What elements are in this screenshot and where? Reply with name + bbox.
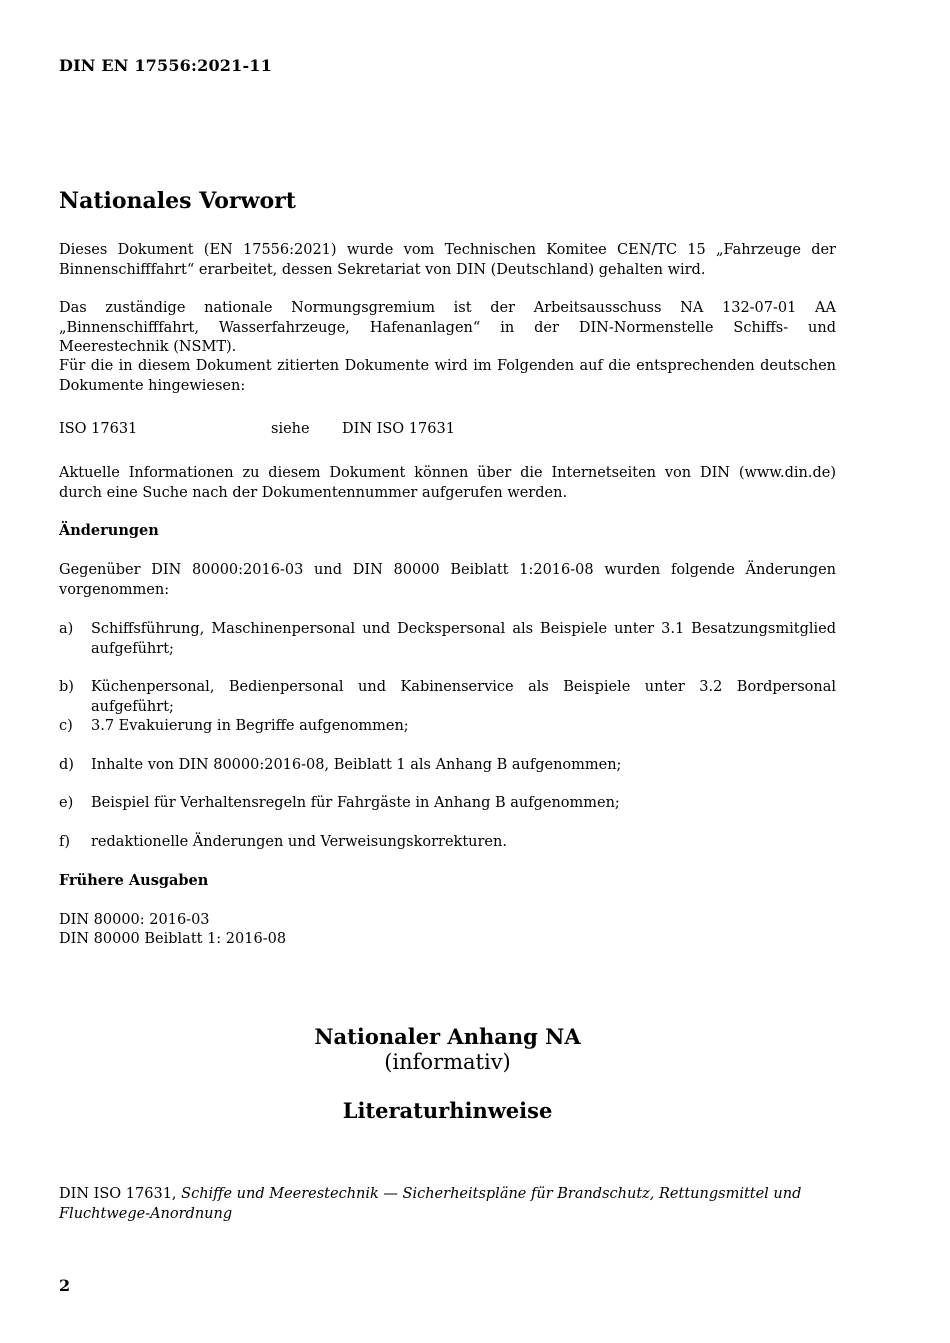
annex-title: Nationaler Anhang NA xyxy=(314,1024,581,1049)
list-item-text: redaktionelle Änderungen und Verweisungskorrekturen. xyxy=(91,834,507,850)
list-item xyxy=(59,717,836,737)
bibliography-ref-id: DIN ISO 17631, xyxy=(59,1186,182,1202)
list-item-text: Inhalte von DIN 80000:2016-08, Beiblatt 1 als Anhang B aufgenommen; xyxy=(91,757,622,773)
foreword-paragraph-3: Für die in diesem Dokument zitierten Dokumente wird im Folgenden auf die entsprechenden deutschen Dokumente hingewiesen: xyxy=(59,358,836,394)
reference-siehe: siehe xyxy=(271,421,310,437)
list-item xyxy=(59,620,836,659)
list-item-text: Beispiel für Verhaltensregeln für Fahrgäste in Anhang B aufgenommen; xyxy=(91,795,620,811)
list-marker: c) xyxy=(59,718,73,734)
list-item xyxy=(59,794,836,814)
previous-edition-line: DIN 80000 Beiblatt 1: 2016-08 xyxy=(59,931,287,947)
list-item xyxy=(59,678,836,717)
foreword-paragraph-1: Dieses Dokument (EN 17556:2021) wurde vom Technischen Komitee CEN/TC 15 „Fahrzeuge der Binnenschifffahrt“ erarbeitet, dessen Sekretariat von DIN (Deutschland) gehalten wird. xyxy=(59,242,836,278)
list-marker: d) xyxy=(59,757,74,773)
foreword-paragraph-2: Das zuständige nationale Normungsgremium ist der Arbeitsausschuss NA 132-07-01 AA „Binnenschifffahrt, Wasserfahrzeuge, Hafenanlagen“ in der DIN-Normenstelle Schiffs- und Meerestechnik (NSMT). xyxy=(59,300,836,355)
list-marker: f) xyxy=(59,834,71,850)
annex-subtitle: (informativ) xyxy=(384,1050,511,1074)
list-marker: a) xyxy=(59,621,74,637)
bibliography-title: Literaturhinweise xyxy=(342,1098,553,1123)
changes-heading: Änderungen xyxy=(59,522,159,539)
previous-edition-line: DIN 80000: 2016-03 xyxy=(59,912,210,928)
page-number: 2 xyxy=(59,1276,71,1295)
list-item-text: Schiffsführung, Maschinenpersonal und Deckspersonal als Beispiele unter 3.1 Besatzungsmitglied aufgeführt; xyxy=(91,621,836,657)
list-marker: b) xyxy=(59,679,74,695)
list-item-text: 3.7 Evakuierung in Begriffe aufgenommen; xyxy=(91,718,409,734)
foreword-title: Nationales Vorwort xyxy=(59,188,296,214)
previous-editions-heading: Frühere Ausgaben xyxy=(59,872,209,889)
bibliography-ref-title: Schiffe und Meerestechnik — Sicherheitspläne für Brandschutz, Rettungsmittel und Fluchtwege-Anordnung xyxy=(59,1186,802,1222)
changes-intro: Gegenüber DIN 80000:2016-03 und DIN 80000 Beiblatt 1:2016-08 wurden folgende Änderungen vorgenommen: xyxy=(59,562,836,598)
list-item xyxy=(59,756,836,776)
foreword-paragraph-4: Aktuelle Informationen zu diesem Dokument können über die Internetseiten von DIN (www.din.de) durch eine Suche nach der Dokumentennummer aufgerufen werden. xyxy=(59,465,836,501)
reference-din: DIN ISO 17631 xyxy=(342,421,455,437)
reference-iso: ISO 17631 xyxy=(59,421,138,437)
list-item xyxy=(59,833,836,853)
list-marker: e) xyxy=(59,795,74,811)
reference-row xyxy=(59,420,659,440)
list-item-text: Küchenpersonal, Bedienpersonal und Kabinenservice als Beispiele unter 3.2 Bordpersonal aufgeführt; xyxy=(91,679,836,715)
document-header-id: DIN EN 17556:2021-11 xyxy=(59,56,272,75)
bibliography-entry xyxy=(59,1185,836,1224)
